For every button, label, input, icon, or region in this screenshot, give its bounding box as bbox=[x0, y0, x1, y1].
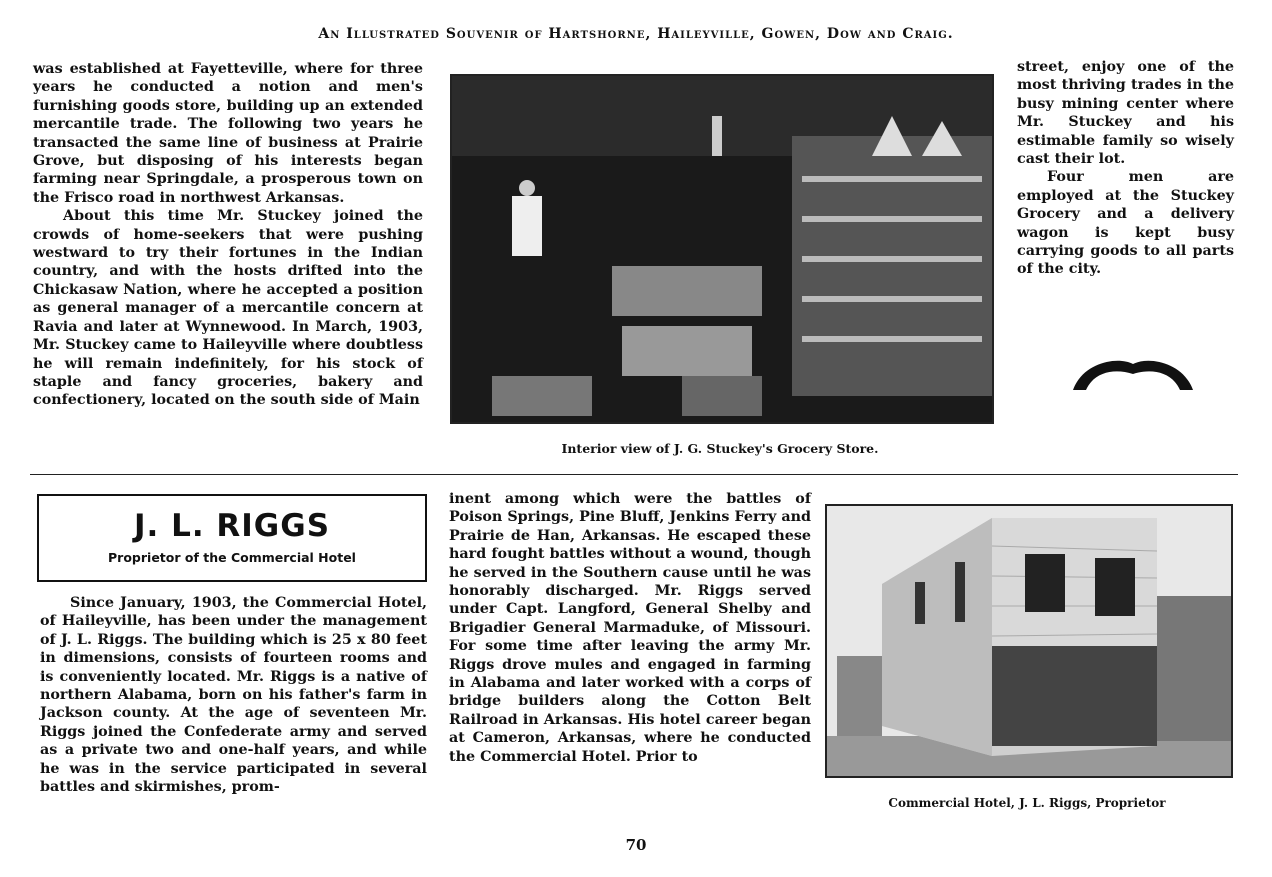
paragraph: Four men are employed at the Stuckey Grocery and a delivery wagon is kept busy carrying goods to all parts of the city. bbox=[1017, 169, 1234, 278]
hotel-illustration bbox=[827, 506, 1231, 776]
hotel-photo bbox=[825, 504, 1233, 778]
hotel-photo-caption: Commercial Hotel, J. L. Riggs, Proprietor bbox=[888, 796, 1166, 810]
paragraph: street, enjoy one of the most thriving trades in the busy mining center where Mr. Stuckey and his estimable family so wisely cast their lot. bbox=[1017, 59, 1234, 168]
store-interior-illustration bbox=[452, 76, 992, 422]
paragraph: Since January, 1903, the Commercial Hotel, of Haileyville, has been under the management of J. L. Riggs. The building which is 25 x 80 feet in dimensions, consists of fourteen rooms and is conveniently located. Mr. Riggs is a native of northern Alabama, born on his father's farm in Jackson county. At the age of seventeen Mr. Riggs joined the Confederate army and served as a private two and one-half years, and while he was in the service participated in several battles and skirmishes, prom- bbox=[40, 595, 427, 796]
riggs-title-box bbox=[37, 494, 427, 582]
section-divider bbox=[30, 474, 1238, 475]
riggs-subtitle: Proprietor of the Commercial Hotel bbox=[108, 550, 356, 565]
decorative-ornament-icon bbox=[1068, 352, 1198, 394]
top-right-column bbox=[1017, 58, 1234, 279]
bottom-middle-column bbox=[449, 490, 811, 766]
paragraph: About this time Mr. Stuckey joined the crowds of home-seekers that were pushing westward to try their fortunes in the Indian country, and with the hosts drifted into the Chickasaw Nation, where he accepted a position as general manager of a mercantile concern at Ravia and later at Wynnewood. In March, 1903, Mr. Stuckey came to Haileyville where doubtless he will remain indefinitely, for his stock of staple and fancy groceries, bakery and confectionery, located on the south side of Main bbox=[33, 208, 423, 409]
paragraph: inent among which were the battles of Poison Springs, Pine Bluff, Jenkins Ferry and Prairie de Han, Arkansas. He escaped these hard fought battles without a wound, though he served in the Southern cause until he was honorably discharged. Mr. Riggs served under Capt. Langford, General Shelby and Brigadier General Marmaduke, of Missouri. For some time after leaving the army Mr. Riggs drove mules and engaged in farming in Alabama and later worked with a corps of bridge builders along the Cotton Belt Railroad in Arkansas. His hotel career began at Cameron, Arkansas, where he conducted the Commercial Hotel. Prior to bbox=[449, 491, 811, 765]
page-number: 70 bbox=[625, 836, 647, 854]
running-header: An Illustrated Souvenir of Hartshorne, Haileyville, Gowen, Dow and Craig. bbox=[318, 26, 954, 42]
riggs-name-heading: J. L. RIGGS bbox=[133, 508, 331, 544]
bottom-left-column bbox=[40, 594, 427, 796]
paragraph: was established at Fayetteville, where for three years he conducted a notion and men's furnishing goods store, building up an extended mercantile trade. The following two years he transacted the same line of business at Prairie Grove, but disposing of his interests began farming near Springdale, a prosperous town on the Frisco road in northwest Arkansas. bbox=[33, 61, 423, 206]
top-left-column bbox=[33, 60, 423, 410]
store-interior-photo bbox=[450, 74, 994, 424]
store-photo-caption: Interior view of J. G. Stuckey's Grocery Store. bbox=[561, 441, 879, 456]
